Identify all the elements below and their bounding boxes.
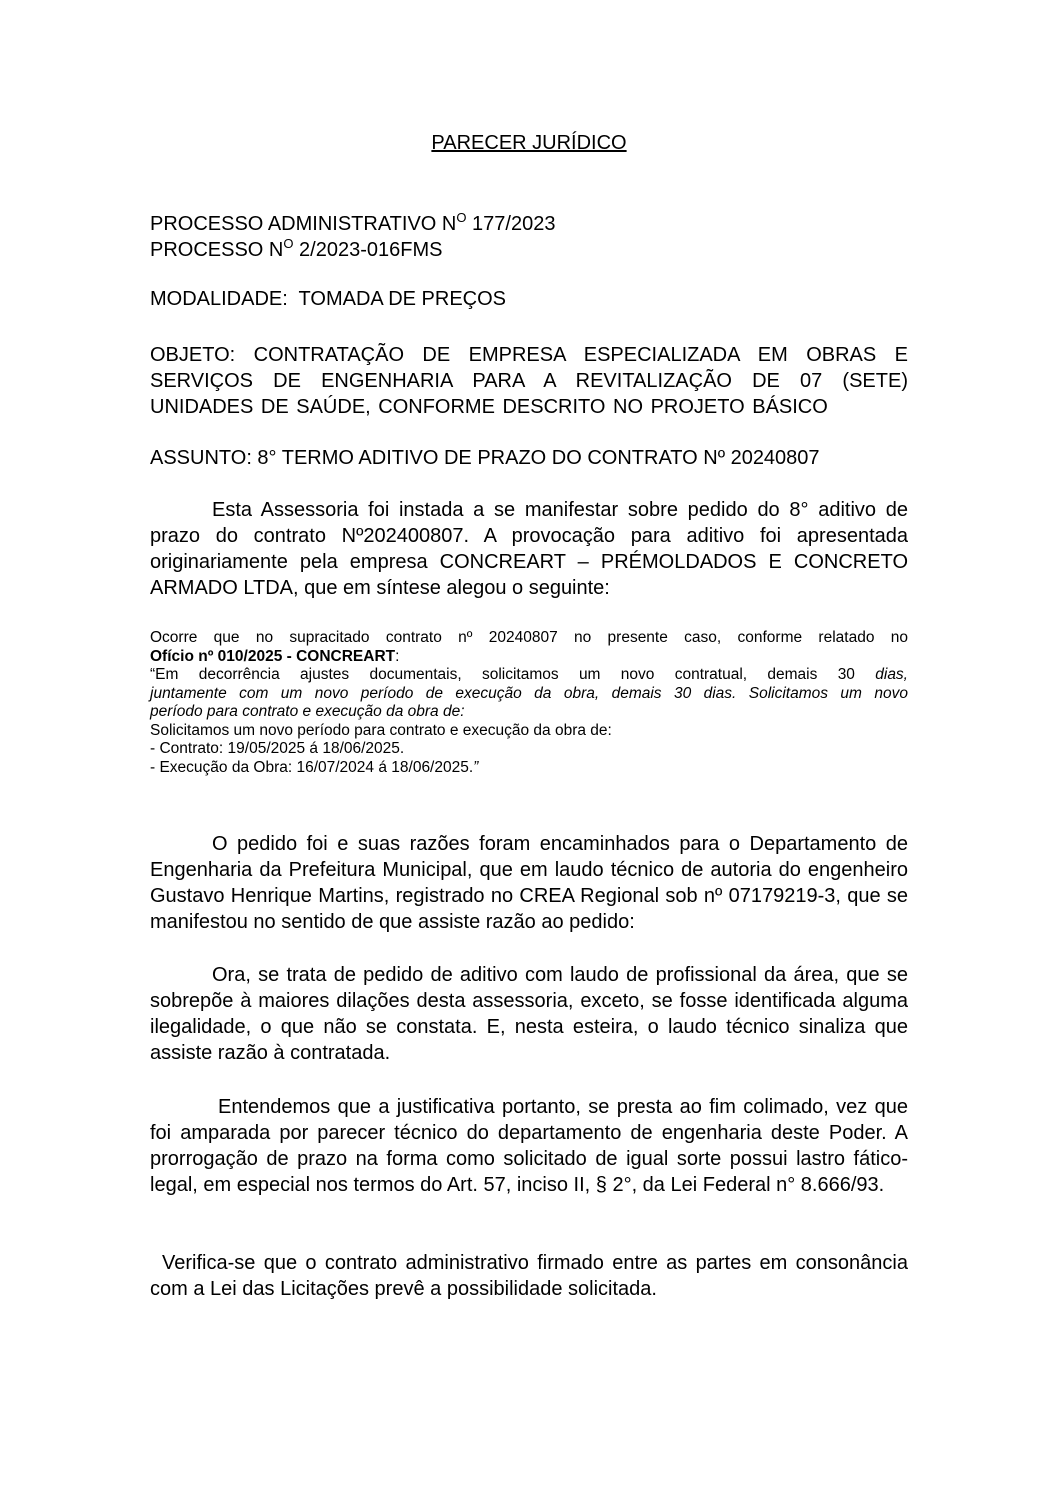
quote-line: - Execução da Obra: 16/07/2024 á 18/06/2025.” <box>150 758 479 776</box>
processo-number: 2/2023-016FMS <box>293 239 443 261</box>
quoted-letter <box>150 629 908 777</box>
assunto: ASSUNTO: 8° TERMO ADITIVO DE PRAZO DO CONTRATO Nº 20240807 <box>150 447 820 469</box>
paragraph-laudo: Ora, se trata de pedido de aditivo com laudo de profissional da área, que se sobrepõe à maiores dilações desta assessoria, exceto, se fosse identificada alguma ilegalidade, o que não se constata. E, nesta esteira, o laudo técnico sinaliza que assiste razão à contratada. <box>150 964 908 1064</box>
processo-label: PROCESSO N <box>150 239 284 261</box>
quote-line: “Em decorrência ajustes documentais, solicitamos um novo contratual, demais 30 dias, <box>150 666 908 683</box>
quote-line: Solicitamos um novo período para contrato e execução da obra de: <box>150 721 612 739</box>
processo-adm-number: 177/2023 <box>466 213 556 235</box>
processo-adm-label: PROCESSO ADMINISTRATIVO N <box>150 213 457 235</box>
paragraph-engenharia: O pedido foi e suas razões foram encaminhados para o Departamento de Engenharia da Prefeitura Municipal, que em laudo técnico de autoria do engenheiro Gustavo Henrique Martins, registrado no CREA Regional sob nº 07179219-3, que se manifestou no sentido de que assiste razão ao pedido: <box>150 833 908 933</box>
quote-line: Ofício nº 010/2025 - CONCREART: <box>150 647 400 665</box>
objeto: OBJETO: CONTRATAÇÃO DE EMPRESA ESPECIALIZADA EM OBRAS E SERVIÇOS DE ENGENHARIA PARA A REVITALIZAÇÃO DE 07 (SETE) UNIDADES DE SAÚDE, CONFORME DESCRITO NO PROJETO BÁSICO <box>150 344 908 418</box>
processo-adm-sup: O <box>456 210 467 225</box>
quote-line: juntamente com um novo período de execução da obra, demais 30 dias. Solicitamos um novo <box>150 684 908 702</box>
quote-line: Ocorre que no supracitado contrato nº 20240807 no presente caso, conforme relatado no <box>150 629 908 646</box>
document-title: PARECER JURÍDICO <box>431 132 627 154</box>
paragraph-conclusao: Verifica-se que o contrato administrativo firmado entre as partes em consonância com a Lei das Licitações prevê a possibilidade solicitada. <box>150 1252 908 1300</box>
processo-sup: O <box>283 236 294 251</box>
quote-line: período para contrato e execução da obra de: <box>150 703 465 720</box>
processo-numero <box>150 231 908 263</box>
oficio-reference: Ofício nº 010/2025 - CONCREART <box>150 647 396 665</box>
quote-line: - Contrato: 19/05/2025 á 18/06/2025. <box>150 740 405 757</box>
intro-paragraph: Esta Assessoria foi instada a se manifestar sobre pedido do 8° aditivo de prazo do contrato Nº202400807. A provocação para aditivo foi apresentada originariamente pela empresa CONCREART – PRÉMOLDADOS E CONCRETO ARMADO LTDA, que em síntese alegou o seguinte: <box>150 499 908 599</box>
modalidade: MODALIDADE: TOMADA DE PREÇOS <box>150 288 507 310</box>
paragraph-justificativa: Entendemos que a justificativa portanto, se presta ao fim colimado, vez que foi amparada por parecer técnico do departamento de engenharia deste Poder. A prorrogação de prazo na forma como solicitado de igual sorte possui lastro fático-legal, em especial nos termos do Art. 57, inciso II, § 2°, da Lei Federal n° 8.666/93. <box>150 1096 908 1196</box>
